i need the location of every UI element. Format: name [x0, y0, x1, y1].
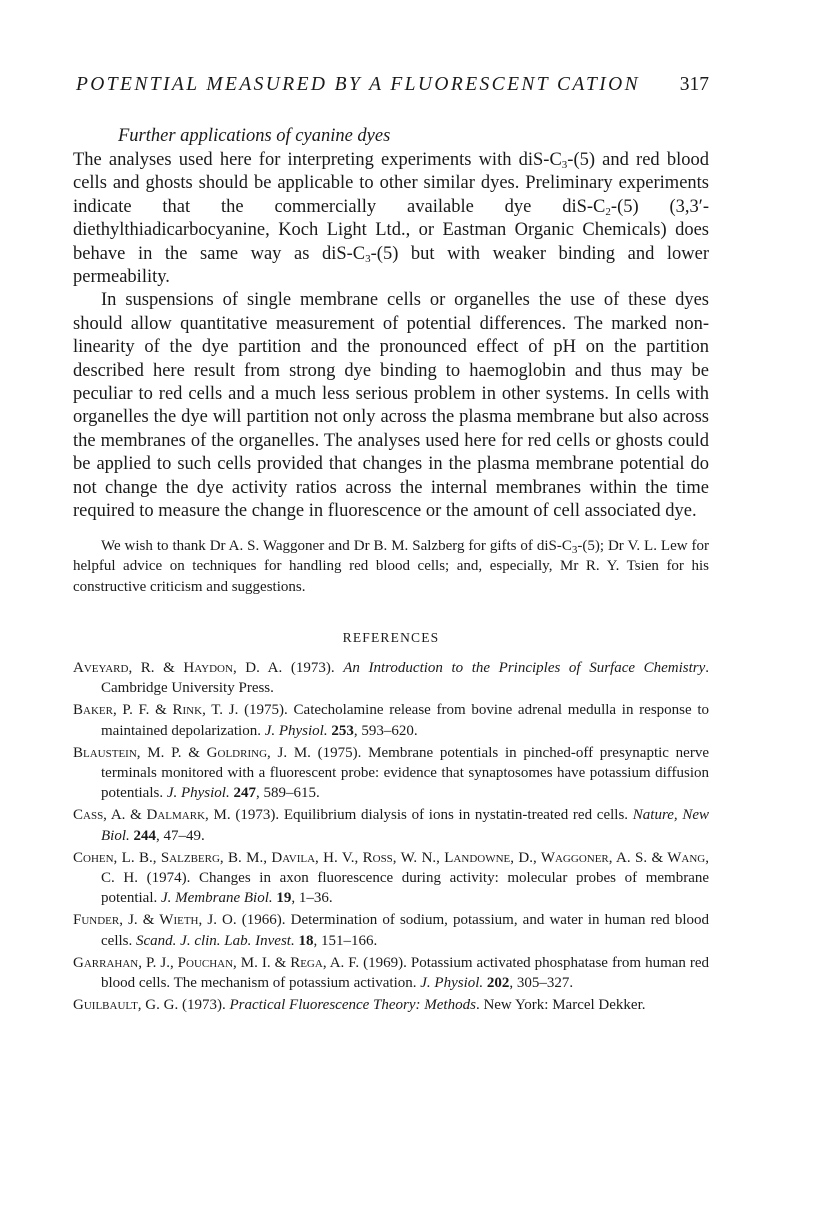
ref-journal: J. Physiol. — [420, 975, 484, 992]
ref-volume: 19 — [276, 890, 292, 907]
paragraph-text: The analyses used here for interpreting experiments with diS-C — [73, 150, 562, 170]
paragraph-text: -(5) and red blood cells and ghosts should be applicable to other similar dyes. Preliminary experiments indicate that the commercially available dye diS-C — [73, 150, 709, 217]
paragraph-text: -(5) (3,3′-diethylthiadicarbocyanine, Koch Light Ltd., or Eastman Organic Chemicals) does behave in the same way as diS-C — [73, 196, 709, 264]
page-number: 317 — [679, 74, 709, 95]
ref-authors: Funder, J. & Wieth, J. O. — [73, 912, 237, 929]
subscript: 3 — [561, 159, 568, 171]
ref-pages: , 1–36. — [291, 890, 333, 907]
ref-title: Changes in axon fluorescence during activity: molecular probes of membrane potential. — [101, 870, 710, 907]
reference-entry — [73, 743, 709, 804]
ref-title: Determination of sodium, potassium, and water in human red blood cells. — [101, 912, 710, 949]
ref-publisher: . New York: Marcel Dekker. — [475, 997, 646, 1014]
acknowledgement — [73, 536, 709, 598]
subscript: 3 — [571, 543, 578, 556]
reference-entry — [73, 700, 709, 740]
ref-pages: , 593–620. — [353, 722, 418, 739]
section-heading: Further applications of cyanine dyes — [118, 126, 391, 146]
ref-year: (1966). — [241, 912, 286, 929]
body-paragraph-1 — [73, 149, 709, 289]
ref-pages: , 589–615. — [255, 785, 320, 802]
ref-volume: 247 — [233, 785, 256, 802]
running-head — [73, 74, 709, 104]
ref-year: (1973). — [235, 807, 280, 824]
reference-entry — [73, 953, 709, 993]
ref-pages: , 305–327. — [509, 975, 574, 992]
ref-authors: Blaustein, M. P. & Goldring, J. M. — [73, 744, 311, 761]
ref-volume: 244 — [133, 827, 156, 844]
ref-book-title: An Introduction to the Principles of Surface Chemistry — [343, 660, 706, 676]
ref-volume: 18 — [298, 932, 314, 949]
page — [73, 74, 709, 1017]
ref-title: Potassium activated phosphatase from human red blood cells. The mechanism of potassium activation. — [101, 954, 710, 992]
ref-publisher: . Cambridge University Press. — [101, 660, 710, 697]
ref-journal: J. Physiol. — [166, 785, 230, 802]
ref-authors: Cohen, L. B., Salzberg, B. M., Davila, H. V., Ross, W. N., Landowne, D., Waggoner, A. S. & Wang, C. H. — [73, 849, 709, 887]
reference-entry — [73, 995, 709, 1015]
ack-text: We wish to thank Dr A. S. Waggoner and Dr B. M. Salzberg for gifts of diS-C — [101, 537, 572, 554]
ref-year: (1973). — [181, 997, 226, 1014]
subscript: 2 — [605, 205, 611, 218]
subscript: 3 — [365, 252, 371, 265]
body-paragraph-2: In suspensions of single membrane cells or organelles the use of these dyes should allow quantitative measurement of potential differences. The marked non-linearity of the dye partition and the pronounced effect of pH on the partition described here result from strong dye binding to haemoglobin and thus may be peculiar to red cells and a much less serious problem in other systems. In cells with organelles the dye will partition not only across the plasma membrane but also across the membranes of the organelles. The analyses used here for red cells or ghosts could be applied to such cells provided that changes in the plasma membrane potential do not change the dye activity ratios across the internal membranes within the time required to measure the change in fluorescence or the amount of cell associated dye. — [73, 290, 709, 522]
ref-title: Equilibrium dialysis of ions in nystatin-treated red cells. — [283, 807, 629, 824]
ref-journal: J. Membrane Biol. — [161, 890, 273, 907]
reference-entry — [73, 658, 709, 698]
ref-year: (1975). — [317, 744, 362, 761]
reference-entry — [73, 910, 709, 950]
ref-journal: Scand. J. clin. Lab. Invest. — [136, 932, 295, 949]
ref-volume: 202 — [486, 975, 510, 992]
ref-year: (1969). — [363, 954, 407, 971]
ref-year: (1975). — [244, 702, 288, 719]
ref-book-title: Practical Fluorescence Theory: Methods — [229, 997, 476, 1014]
ref-year: (1974). — [146, 870, 191, 887]
ref-authors: Baker, P. F. & Rink, T. J. — [73, 702, 239, 719]
reference-entry — [73, 848, 709, 909]
ref-authors: Cass, A. & Dalmark, M. — [73, 807, 231, 824]
ref-year: (1973). — [290, 660, 335, 676]
running-head-title: POTENTIAL MEASURED BY A FLUORESCENT CATION — [76, 74, 640, 95]
ref-authors: Guilbault, G. G. — [73, 997, 179, 1014]
ack-text: -(5); Dr V. L. Lew for helpful advice on techniques for handling red blood cells; and, especially, Mr R. Y. Tsien for his constructive criticism and suggestions. — [73, 537, 709, 595]
ref-journal: Nature, New Biol. — [101, 807, 710, 844]
ref-journal: J. Physiol. — [264, 722, 328, 739]
ref-volume: 253 — [331, 722, 354, 739]
ref-authors: Garrahan, P. J., Pouchan, M. I. & Rega, A. F. — [73, 954, 360, 971]
references-list — [73, 658, 709, 1015]
paragraph-text: -(5) but with weaker binding and lower permeability. — [73, 243, 710, 288]
ref-title: Membrane potentials in pinched-off presynaptic nerve terminals monitored with a fluorescent probe: evidence that synaptosomes have potassium diffusion potentials. — [101, 744, 709, 802]
ref-pages: , 151–166. — [313, 932, 378, 949]
references-heading: REFERENCES — [342, 630, 440, 645]
reference-entry — [73, 805, 709, 845]
ref-pages: , 47–49. — [156, 827, 205, 844]
ref-authors: Aveyard, R. & Haydon, D. A. — [73, 660, 283, 676]
ref-title: Catecholamine release from bovine adrenal medulla in response to maintained depolarization. — [101, 702, 710, 739]
